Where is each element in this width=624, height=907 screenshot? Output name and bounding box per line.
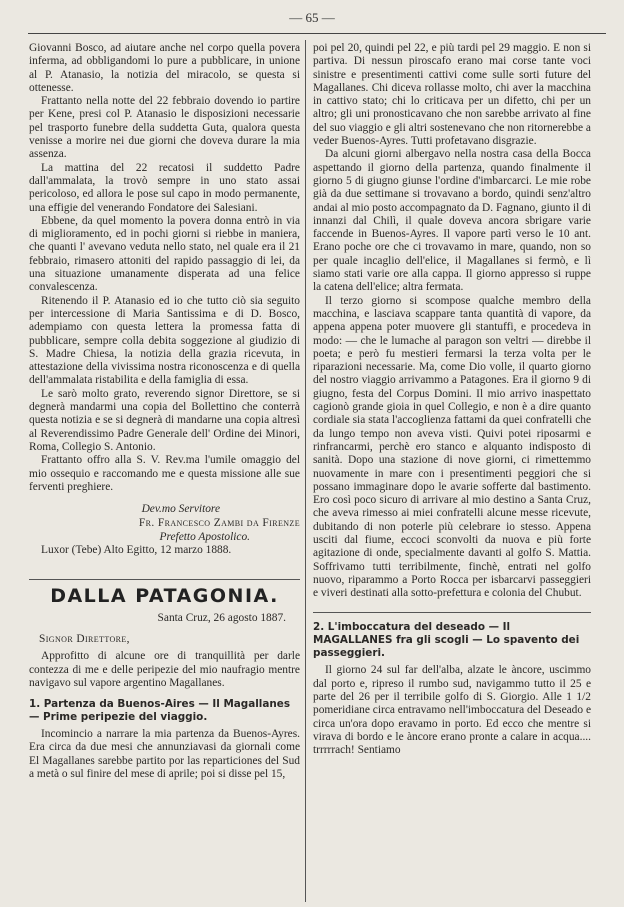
paragraph: Il giorno 24 sul far dell'alba, alzate le àncore, uscimmo dal porto e, ripreso il rumbo sud, navigammo tutto il 25 e parte del 26 per il terribile golfo di S. Giorgio. Alle 1 1/2 pomeridiane circa entravamo nell'imboccatura del Deseado e circa un'ora dopo eravamo in porto. Ed ecco che mentre si virava di bordo e le àncore erano pronte a calare in acqua.... trrrrrach! Sentiamo — [313, 664, 591, 757]
paragraph: La mattina del 22 recatosi il suddetto Padre dall'ammalata, la trovò sempre in uno stato assai pericoloso, ed allora le pose sul capo in modo permanente, una effigie del venerando Fondatore dei Salesiani. — [29, 161, 300, 214]
place-date: Luxor (Tebe) Alto Egitto, 12 marzo 1888. — [41, 544, 232, 557]
signature-closing: Dev.mo Servitore — [141, 503, 220, 516]
paragraph: Giovanni Bosco, ad aiutare anche nel corpo quella povera inferma, ad obbligandomi lo pure a pubblicare, in unione al P. Atanasio, la notizia del miracolo, se questa si ottenesse. — [29, 42, 300, 94]
paragraph: Frattanto nella notte del 22 febbraio dovendo io partire per Kene, presi col P. Atanasio le disposizioni necessarie pel trasporto funebre della suddetta Guta, qualora questa venisse a morire nei due giorni che doveva durare la mia assenza. — [29, 95, 300, 161]
signature-title: Prefetto Apostolico. — [159, 531, 250, 544]
paragraph: Ebbene, da quel momento la povera donna entrò in via di miglioramento, ed in pochi giorni si riebbe in maniera, che quanti l' avevano veduta nello stato, nel quale era il 21 febbraio, rimasero attoniti del rapido passaggio di lei, da una situazione umanamente disperata ad una felice convalescenza. — [29, 214, 300, 294]
paragraph: Da alcuni giorni albergavo nella nostra casa della Bocca aspettando il giorno della partenza, quando finalmente il giorno 5 di giugno giunse l'ordine d'imbarcarci. Le mie robe già da due settimane si trovavano a bordo, quindi senz'altro andai al mio posto accompagnato da D. Fagnano, giunto il di innanzi dal Chilì, il quale doveva ancora sbrigare varie faccende in Buenos-Ayres. Il vapore partì verso le 10 ant. Erano poche ore che ci trovavamo in mare, quando, non so per quale incaglio dell'elice, il Magallanes si fermò, e lì siamo stati varie ore alla cappa. Il giorno appresso si ruppe la catena dell'elice; altra fermata. — [313, 148, 591, 294]
column-divider — [305, 40, 306, 902]
paragraph: Incomincio a narrare la mia partenza da Buenos-Ayres. Era circa da due mesi che annunziavasi da giornali come El Magallanes sarebbe partito por las reparticiones del Sud a metà o sul finire del mese di aprile; poi si disse pel 15, — [29, 728, 300, 781]
signature-name: Fr. Francesco Zambi da Firenze — [138, 517, 300, 530]
right-column — [313, 42, 591, 902]
section-heading: 2. L'imboccatura del deseado — Il MAGALLANES fra gli scogli — Lo spavento dei passeggieri. — [313, 621, 580, 660]
left-column — [29, 42, 300, 902]
paragraph: Frattanto offro alla S. V. Rev.ma l'umile omaggio del mio ossequio e raccomando me e questa missione alle sue ferventi preghiere. — [29, 454, 300, 493]
page-number: — 65 — — [289, 10, 335, 25]
paragraph: Le sarò molto grato, reverendo signor Direttore, se si degnerà mandarmi una copia del Bollettino che conterrà questa notizia e se si degnerà di mandarne una copia altresì al Reverendissimo Padre Generale dell' Ordine dei Minori, Roma, Collegio S. Antonio. — [29, 387, 300, 453]
paragraph: Il terzo giorno si scompose qualche membro della macchina, e lasciava scappare tanta quantità di vapore, da appena appena poter muovere gli stantuffi, e procedeva in modo: — che le lumache al paragon son veltri — direbbe il poeta; e però fu mestieri fermarsi la terza volta per le riparazioni necessarie. Ma, come Dio volle, il quarto giorno del nostro viaggio arrivammo a Patagones. Era il giorno 9 di giugno, festa del Corpus Domini. Il mio arrivo inaspettato cagionò grande gioia in quel Collegio, e non è a dire quanto cordiale sia stata l'accoglienza fattami da quei confratelli che da lungo tempo non aveva visti. Quivi potei riposarmi e rinfrancarmi, perchè ero stanco e alquanto indisposto di sanità. Dopo una stazione di nove giorni, ci rimettemmo nuovamente in mare con i presentimenti peggiori che si possano immaginare dopo le avarie sofferte dal bastimento. Ero così poco sicuro di arrivare al mio destino a Santa Cruz, che aveva rimesso ai miei confratelli alcune messe ricevute, dubitando di non poterle più celebrare io stesso. Appena usciti dal fiume, eccoci sconvolti da nuova e più forte agitazione di onde, specialmente davanti al golfo S. Mattia. Soffrivamo tutti terribilmente, finchè, entrati nel golfo nuovo, riparammo a Porto Rocca per isbarcarvi passeggieri e viveri destinati alla sotto-prefettura e colonia del Chubut. — [313, 294, 591, 600]
paragraph: poi pel 20, quindi pel 22, e più tardi pel 29 maggio. E non si partiva. Di nessun piroscafo erano mai corse tante voci sinistre e presentimenti cattivi come sulle sorti future del Magallanes. Chi diceva rollasse molto, chi aver la macchina in cattivo stato; chi lo criticava per un difetto, chi per un altro; gli uni pronosticavano che non sarebbe arrivato al fine del suo viaggio e gli altri sostenevano che non ritornerebbe a veder Buenos-Ayres. Tutti profetavano disgrazie. — [313, 42, 591, 148]
top-rule — [28, 33, 606, 34]
signature-block — [29, 502, 300, 544]
salutation: Signor Direttore, — [39, 632, 130, 645]
section-heading: 1. Partenza da Buenos-Aires — Il Magallanes — Prime peripezie del viaggio. — [29, 698, 291, 724]
paragraph: Approfitto di alcune ore di tranquillità per darle contezza di me e delle peripezie del mio naufragio mentre navigavo sul vapore argentino Magallanes. — [29, 650, 300, 689]
section-rule — [313, 612, 591, 613]
article-dateline: Santa Cruz, 26 agosto 1887. — [157, 611, 286, 624]
paragraph: Ritenendo il P. Atanasio ed io che tutto ciò sia seguito per intercessione di Maria Santissima e di D. Bosco, adempiamo con questa lettera la promessa fatta di pubblicare, sempre colla debita soggezione al giudizio di S. Madre Chiesa, la notizia della grazia ricevuta, in attestazione della vivissima nostra riconoscenza e di quella dell'ammalata ristabilita e della famiglia di essa. — [29, 294, 300, 387]
section-rule — [29, 579, 300, 580]
article-headline: DALLA PATAGONIA. — [50, 585, 279, 608]
